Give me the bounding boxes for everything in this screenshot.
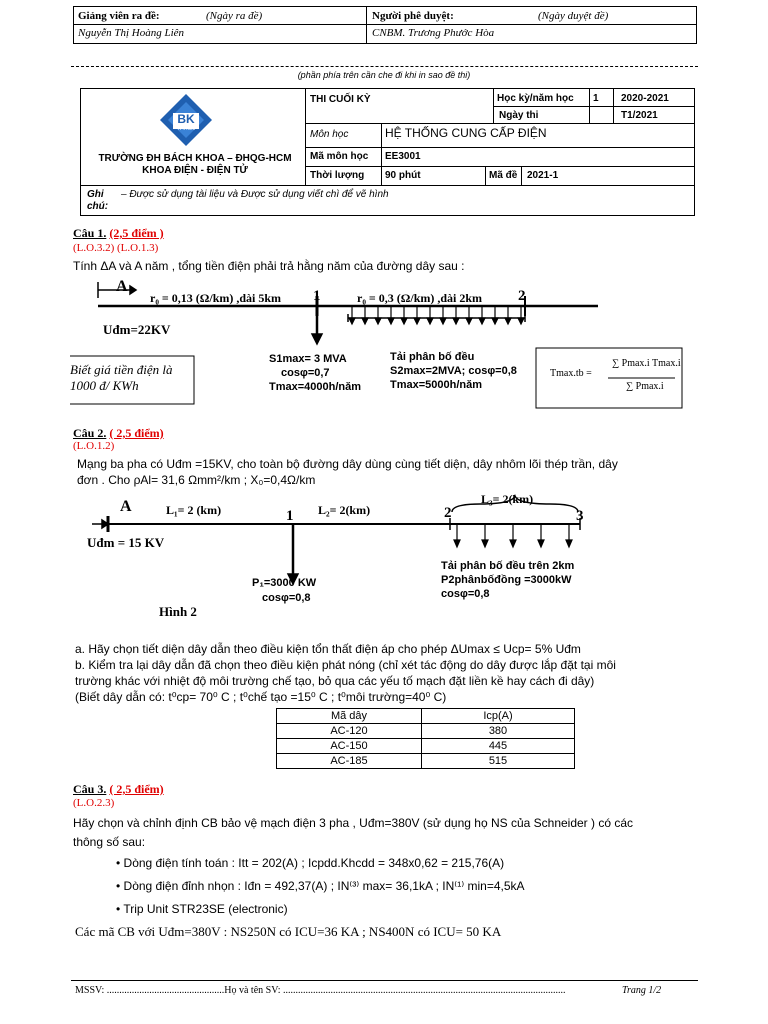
header-table xyxy=(73,6,697,44)
wire-table-header: Mã dây xyxy=(277,709,422,724)
q1-formula-den: ∑ Pmax.i xyxy=(626,381,664,392)
exam-type: THI CUỐI KỲ xyxy=(310,94,371,105)
q2-cos2: cosφ=0,8 xyxy=(441,588,490,600)
university-logo xyxy=(159,93,213,147)
date-approved: (Ngày duyệt đề) xyxy=(538,10,609,22)
q2-cos1: cosφ=0,8 xyxy=(262,592,311,604)
table-row xyxy=(277,754,575,769)
q1-seg1: r₀ = 0,13 (Ω/km) ,dài 5km xyxy=(150,291,282,305)
q2-l2: L₂= 2(km) xyxy=(318,503,371,517)
exam-code-label: Mã đề xyxy=(489,170,518,181)
approver-name: CNBM. Trương Phước Hòa xyxy=(372,27,495,39)
semester-value: 1 xyxy=(593,93,599,104)
wire-table-header: Icp(A) xyxy=(422,709,575,724)
q3-bullet-1: • Dòng điện tính toán : Itt = 202(A) ; Icpdd.Khcdd = 348x0,62 = 215,76(A) xyxy=(116,856,505,870)
q2-load2 xyxy=(441,559,574,601)
q1-seg2: r₀ = 0,3 (Ω/km) ,dài 2km xyxy=(357,291,483,305)
q3-label: Câu 3. xyxy=(73,782,107,796)
q3-lo: (L.O.2.3) xyxy=(73,797,115,809)
exam-info-box xyxy=(80,88,695,216)
duration-label: Thời lượng xyxy=(310,170,365,181)
q2-points: ( 2,5 điểm) xyxy=(109,426,164,440)
q1-udm: Uđm=22KV xyxy=(103,322,171,337)
q1-node-2: 2 xyxy=(518,288,526,304)
q3-cb-line: Các mã CB với Uđm=380V : NS250N có ICU=36 KA ; NS400N có ICU= 50 KA xyxy=(75,924,502,939)
q3-bullet-3: • Trip Unit STR23SE (electronic) xyxy=(116,902,288,916)
q1-s2: S2max=2MVA; cosφ=0,8 xyxy=(390,365,517,377)
q3-bullets xyxy=(116,852,525,921)
hide-note: (phần phía trên cần che đi khi in sao đề thi) xyxy=(297,70,471,80)
date-label: Ngày thi xyxy=(499,110,539,121)
q2-node-1: 1 xyxy=(286,508,294,524)
date-set: (Ngày ra đề) xyxy=(206,10,263,22)
q3-text-1: Hãy chọn và chỉnh định CB bảo vệ mạch điện 3 pha , Uđm=380V (sử dụng họ NS của Schneider ) có các xyxy=(73,816,634,830)
year-value: 2020-2021 xyxy=(621,93,669,104)
q2-node-a: A xyxy=(120,498,132,515)
q2-dist-title: Tải phân bố đều trên 2km xyxy=(441,560,575,572)
q1-lo: (L.O.3.2) (L.O.1.3) xyxy=(73,242,159,254)
logo-bk-text: BK xyxy=(177,112,195,126)
code-label: Mã môn học xyxy=(310,151,369,162)
q1-points: (2,5 điểm ) xyxy=(109,226,164,240)
q3-title xyxy=(73,782,164,797)
table-cell: 515 xyxy=(422,754,575,769)
approver-label: Người phê duyệt: xyxy=(372,10,454,22)
subject-value: HỆ THỐNG CUNG CẤP ĐIỆN xyxy=(385,126,547,140)
q2-node-3: 3 xyxy=(576,508,584,524)
table-cell: 380 xyxy=(422,724,575,739)
note-text: – Được sử dụng tài liệu và Được sử dụng viết chì để vẽ hình xyxy=(121,189,389,200)
faculty-name: KHOA ĐIỆN - ĐIỆN TỬ xyxy=(142,165,248,176)
q2-part-b2: trường khác với nhiệt độ môi trường chế tạo, bỏ qua các yếu tố mạch đặt liền kề hay cách đi dây) xyxy=(75,674,595,688)
table-row xyxy=(277,739,575,754)
note-label-1: Ghi xyxy=(87,189,104,200)
q1-tmax2: Tmax=5000h/năm xyxy=(390,379,483,391)
table-cell: AC-150 xyxy=(277,739,422,754)
school-name: TRƯỜNG ĐH BÁCH KHOA – ĐHQG-HCM xyxy=(98,153,292,164)
q3-text-2: thông số sau: xyxy=(73,835,146,849)
wire-table xyxy=(276,708,575,769)
table-cell: 445 xyxy=(422,739,575,754)
q1-s1: S1max= 3 MVA xyxy=(269,353,347,365)
q1-formula-lhs: Tmax.tb = xyxy=(550,368,592,379)
q2-node-2: 2 xyxy=(444,505,452,521)
lecturer-name: Nguyễn Thị Hoàng Liên xyxy=(78,27,185,39)
q1-node-1: 1 xyxy=(313,288,321,304)
q1-load1 xyxy=(269,352,361,394)
q1-label: Câu 1. xyxy=(73,226,107,240)
q2-load1 xyxy=(252,576,316,606)
q2-title xyxy=(73,426,164,441)
cut-line xyxy=(71,66,698,67)
footer-page-number: Trang 1/2 xyxy=(622,985,662,996)
logo-sub-text: TP.HCM xyxy=(176,126,196,132)
q1-title xyxy=(73,226,164,241)
q1-tmax1: Tmax=4000h/năm xyxy=(269,381,362,393)
q1-formula-num: ∑ Pmax.i Tmax.i xyxy=(612,358,681,369)
code-value: EE3001 xyxy=(385,151,421,162)
lecturer-label: Giảng viên ra đề: xyxy=(78,10,160,22)
q2-l3: L₃= 2(km) xyxy=(481,492,534,506)
q2-part-a: a. Hãy chọn tiết diện dây dẫn theo điều kiện tổn thất điện áp cho phép ΔUmax ≤ Ucp= 5% Uđm xyxy=(75,642,581,656)
q3-text xyxy=(73,814,633,852)
q1-text: Tính ΔA và A năm , tổng tiền điện phải trả hằng năm của đường dây sau : xyxy=(73,259,465,273)
note-label-2: chú: xyxy=(87,201,109,212)
q3-points: ( 2,5 điểm) xyxy=(109,782,164,796)
q2-label: Câu 2. xyxy=(73,426,107,440)
q2-figure-caption: Hình 2 xyxy=(159,604,197,619)
footer-rule xyxy=(71,980,698,981)
q2-subquestions xyxy=(75,641,715,705)
q1-load2 xyxy=(390,350,517,392)
q2-lo: (L.O.1.2) xyxy=(73,440,115,452)
q2-part-b3: (Biết dây dẫn có: t⁰cp= 70⁰ C ; t⁰chế tạo =15⁰ C ; t⁰môi trường=40⁰ C) xyxy=(75,690,447,704)
table-cell: AC-185 xyxy=(277,754,422,769)
q2-udm: Uđm = 15 KV xyxy=(87,535,165,550)
q1-cos1: cosφ=0,7 xyxy=(281,367,330,379)
q2-p1: P₁=3000 KW xyxy=(252,577,317,589)
footer-student-info: MSSV: ...............................................Họ và tên SV: ................................................................................................................. xyxy=(75,985,566,996)
date-value: T1/2021 xyxy=(621,110,658,121)
exam-code-value: 2021-1 xyxy=(527,170,559,181)
q2-p2: P2phânbốđồng =3000kW xyxy=(441,574,572,586)
table-row xyxy=(277,724,575,739)
table-cell: AC-120 xyxy=(277,724,422,739)
q2-part-b1: b. Kiểm tra lại dây dẫn đã chọn theo điều kiện phát nóng (chỉ xét tác động do dây được lắp đặt tại môi xyxy=(75,658,616,672)
q1-node-a: A xyxy=(116,278,128,295)
semester-label: Học kỳ/năm học xyxy=(497,93,574,104)
q3-bullet-2: • Dòng điện đỉnh nhọn : Iđn = 492,37(A) ; IN⁽³⁾ max= 36,1kA ; IN⁽¹⁾ min=4,5kA xyxy=(116,879,525,893)
duration-value: 90 phút xyxy=(385,170,421,181)
q1-dist-title: Tải phân bố đều xyxy=(390,351,475,363)
q1-price-note: Biết giá tiền điện là 1000 đ/ KWh xyxy=(70,362,173,393)
q2-l1: L₁= 2 (km) xyxy=(166,503,222,517)
q2-text-2: đơn . Cho ρAl= 31,6 Ωmm²/km ; X₀=0,4Ω/km xyxy=(77,473,316,487)
q2-text-1: Mạng ba pha có Uđm =15KV, cho toàn bộ đường dây dùng cùng tiết diện, dây nhôm lõi thép trần, dây xyxy=(77,457,618,471)
subject-label: Môn học xyxy=(310,129,349,140)
q2-text xyxy=(77,456,618,488)
